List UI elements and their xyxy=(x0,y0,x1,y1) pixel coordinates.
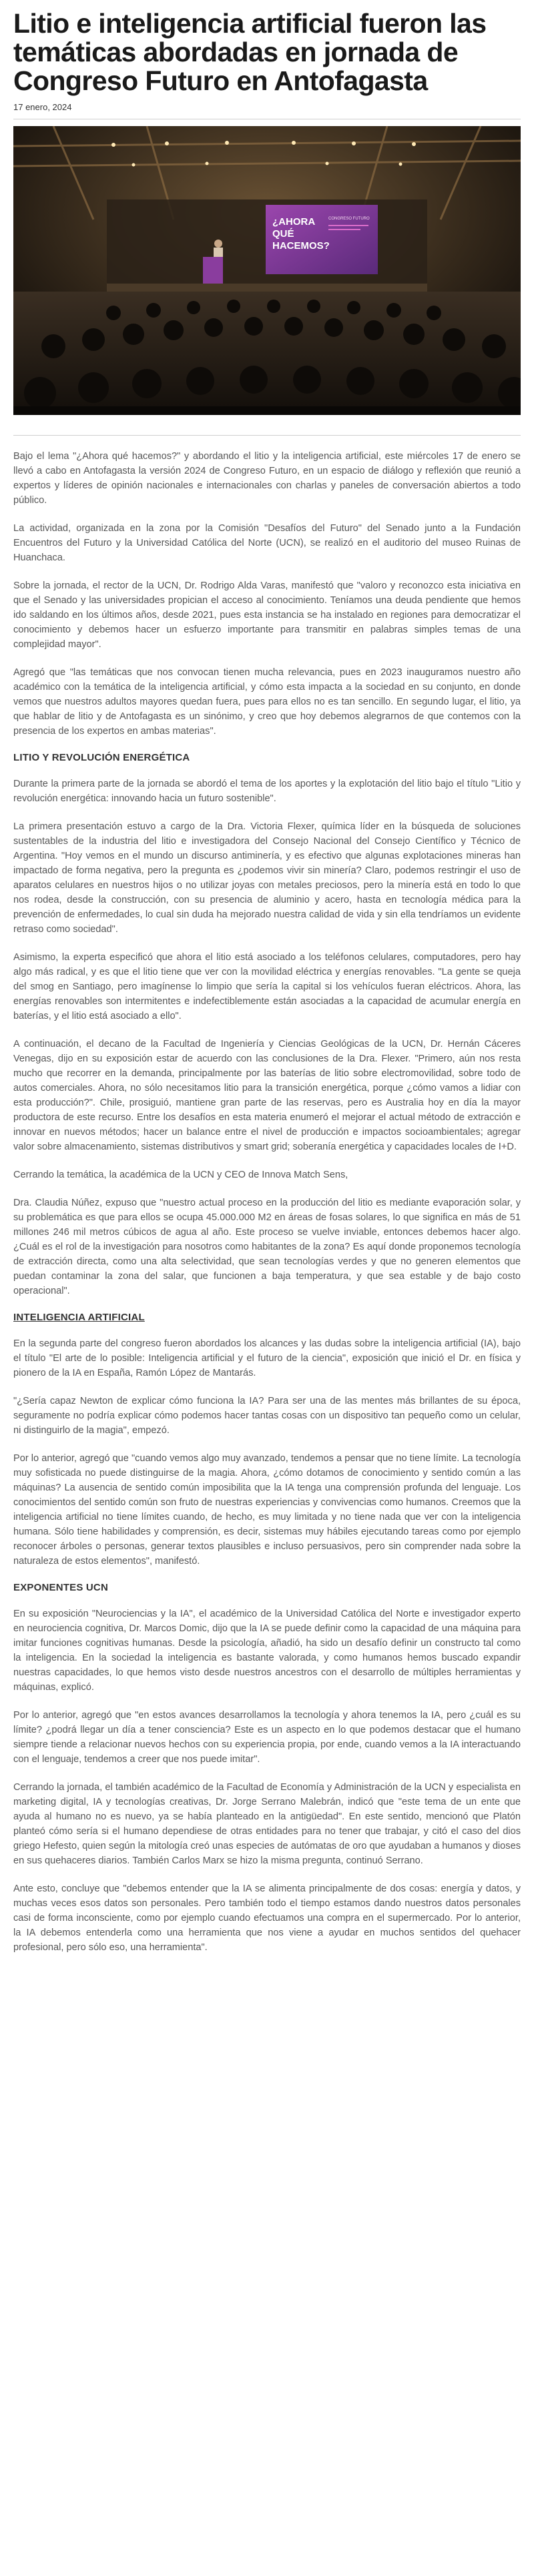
article-title: Litio e inteligencia artificial fueron las temáticas abordadas en jornada de Congreso Futuro en Antofagasta xyxy=(13,8,487,96)
paragraph: En su exposición "Neurociencias y la IA", el académico de la Universidad Católica del Norte e investigador experto en neurociencia cognitiva, Dr. Marcos Domic, dijo que la IA se puede definir como la capacidad de una máquina para imitar funciones cognitivas humanas. Desde la psicología, añadió, ha sido un desafío definir un constructo tal como la inteligencia. En la sociedad la inteligencia es bastante valorada, y como humanos hemos buscado expandir nuestras capacidades, lo que hemos visto desde nuestros ancestros con el desarrollo de múltiples herramientas y máquinas, explicó. xyxy=(13,1609,521,1693)
article-page xyxy=(13,0,521,1955)
auditorium-photo xyxy=(13,126,521,415)
paragraph: En la segunda parte del congreso fueron abordados los alcances y las dudas sobre la inteligencia artificial (IA), bajo el título "El arte de lo posible: Inteligencia artificial y el futuro de la ciencia", exposición que inició el Dr. en física y pionero de la IA en España, Ramón López de Mantarás. xyxy=(13,1338,521,1378)
article-body xyxy=(13,449,521,1955)
paragraph: Agregó que "las temáticas que nos convocan tienen mucha relevancia, pues en 2023 inauguramos nuestro año académico con la temática de la inteligencia artificial, y cómo esta impacta a la sociedad en su conjunto, en donde vemos que nuestros adultos mayores quedan fuera, pues para ellos no es tan sencillo. En segundo lugar, el litio, ya que hablar de litio y de Antofagasta es un sinónimo, y creo que hoy debemos alegrarnos de que contemos con la presencia de los expertos en ambas materias". xyxy=(13,667,521,737)
paragraph: A continuación, el decano de la Facultad de Ingeniería y Ciencias Geológicas de la UCN, Dr. Hernán Cáceres Venegas, dijo en su exposición estar de acuerdo con las conclusiones de la Dra. Flexer. "Primero, aún nos resta mucho que recorrer en la demanda, principalmente por las baterías de litio sobre electromovilidad, sobre todo de autos comerciales. Ahora, no sólo necesitamos litio para la transición energética, porque ¿cómo vamos a lidiar con esta producción?". Chile, prosiguió, mantiene gran parte de las reservas, pero es Australia hoy en día la mayor productora de este recurso. Entre los desafíos en esta materia enumeró el mejorar el actual método de extracción e innovar en nuevos métodos; hacer un balance entre el nivel de producción e impactos socioambientales; agregar valor sobre almacenamiento, sistemas distributivos y smart grid; soberanía energética y capacidades locales de I+D. xyxy=(13,1039,521,1152)
paragraph: Cerrando la temática, la académica de la UCN y CEO de Innova Match Sens, xyxy=(13,1170,348,1180)
paragraph: La actividad, organizada en la zona por la Comisión "Desafíos del Futuro" del Senado junto a la Fundación Encuentros del Futuro y la Universidad Católica del Norte (UCN), se realizó en el auditorio del museo Ruinas de Huanchaca. xyxy=(13,523,521,563)
paragraph: La primera presentación estuvo a cargo de la Dra. Victoria Flexer, química líder en la búsqueda de soluciones sustentables de la industria del litio e investigadora del Consejo Nacional del Consejo Científico y Técnico de Argentina. "Hoy vemos en el mundo un discurso antiminería, y es efectivo que algunas explotaciones mineras han impactado de forma negativa, pero la pregunta es ¿podemos vivir sin minería? Claro, podemos restringir el uso de aparatos celulares en nuestros hijos o no utilizar joyas con metales preciosos, pero la minería está en todo lo que nos rodea, desde la construcción, con su presencia de aluminio y acero, hasta en tecnología médica para la prevención de enfermedades, lo cual sin duda ha mejorado nuestra calidad de vida y sin ella tendríamos un evidente retraso como sociedad". xyxy=(13,821,521,935)
screen-title-line-2: QUÉ xyxy=(272,228,294,240)
paragraph: Durante la primera parte de la jornada se abordó el tema de los aportes y la explotación del litio bajo el título "Litio y revolución energética: innovando hacia un futuro sostenible". xyxy=(13,779,521,804)
paragraph: Cerrando la jornada, el también académico de la Facultad de Economía y Administración de la UCN y especialista en marketing digital, IA y tecnologías creativas, Dr. Jorge Serrano Malebrán, indicó que "este tema de un ente que ayuda al humano no es nuevo, ya se había planteado en la antigüedad". En este sentido, mencionó que Platón planteó cómo sería si el humano dependiese de otras entidades para no tener que trabajar, y citó el caso del dios griego Hefesto, quien según la mitología creó unas especies de autómatas de oro que ayudaban a humanos y dioses en sus quehaceres diarios. También Carlos Marx se hizo la misma pregunta, continuó Serrano. xyxy=(13,1782,521,1866)
paragraph: Sobre la jornada, el rector de la UCN, Dr. Rodrigo Alda Varas, manifestó que "valoro y reconozco esta iniciativa en que el Senado y las universidades propician el acceso al conocimiento. Teníamos una deuda pendiente que hemos ido saldando en los últimos años, desde 2021, pues esta instancia se ha instalado en regiones para democratizar el conocimiento y debemos hacer un esfuerzo importante para transmitir en palabras simples temas de una complejidad mayor". xyxy=(13,580,521,650)
paragraph: Por lo anterior, agregó que "en estos avances desarrollamos la tecnología y ahora tenemos la IA, pero ¿cuál es su límite? ¿podrá llegar un día a tener consciencia? Este es un aspecto en lo que podemos destacar que el humano siempre tiende a relacionar nuevos hechos con su experiencia propia, por ende, cuando vemos a la IA interactuando con el lenguaje, tendemos a creer que nos puede imitar". xyxy=(13,1710,521,1765)
paragraph: "¿Sería capaz Newton de explicar cómo funciona la IA? Para ser una de las mentes más brillantes de su época, seguramente no podría explicar cómo podemos hacer tantas cosas con un dispositivo tan pequeño como un celular, ni distinguirlo de la magia", empezó. xyxy=(13,1396,521,1436)
screen-title-line-3: HACEMOS? xyxy=(272,240,330,252)
section-heading-ia: INTELIGENCIA ARTIFICIAL xyxy=(13,1312,145,1323)
section-heading-litio: LITIO Y REVOLUCIÓN ENERGÉTICA xyxy=(13,752,190,763)
divider xyxy=(13,435,521,436)
article-photo xyxy=(13,126,521,415)
paragraph: Ante esto, concluye que "debemos entender que la IA se alimenta principalmente de dos cosas: energía y datos, y muchas veces esos datos son personales. Pero también todo el tiempo estamos dando nuestros datos personales casi de forma inconsciente, como por ejemplo cuando efectuamos una compra en el supermercado. Por lo anterior, la IA debemos entenderla como una herramienta que nos viene a ayudar en muchos sentidos del quehacer profesional, pero sólo eso, una herramienta". xyxy=(13,1883,521,1953)
presentation-screen xyxy=(266,205,378,274)
screen-brand: CONGRESO FUTURO xyxy=(328,217,370,221)
section-heading-expositores: EXPONENTES UCN xyxy=(13,1582,108,1593)
paragraph: Bajo el lema "¿Ahora qué hacemos?" y abordando el litio y la inteligencia artificial, este miércoles 17 de enero se llevó a cabo en Antofagasta la versión 2024 de Congreso Futuro, en un espacio de diálogo y reflexión que reunió a expertos y líderes de opinión nacionales e internacionales con charlas y paneles de conversación abiertos a todo público. xyxy=(13,451,521,506)
article-date: 17 enero, 2024 xyxy=(13,102,72,112)
screen-title-line-1: ¿AHORA xyxy=(272,216,316,228)
paragraph: Dra. Claudia Núñez, expuso que "nuestro actual proceso en la producción del litio es mediante evaporación solar, y su problemática es que para ellos se ocupa 45.000.000 M2 en áreas de fosas solares, lo que significa en más de 51 millones 246 mil metros cúbicos de agua al año. Este proceso se vuelve inviable, entonces debemos hacer algo. ¿Cuál es el rol de la investigación para nosotros como habitantes de la zona? Es aquí donde proponemos tecnología de extracción directa, como una alta selectividad, que sean tecnologías verdes y que no generen elementos que puedan contaminar la zona del salar, que funcionen a baja temperatura, y que sea estable y de bajo costo operacional". xyxy=(13,1198,521,1296)
paragraph: Asimismo, la experta especificó que ahora el litio está asociado a los teléfonos celulares, computadores, pero hay algo más radical, y es que el litio tiene que ver con la movilidad eléctrica y energías renovables. "La gente se queja del smog en Santiago, pero imagínense lo limpio que sería la capital si los vehículos fueran eléctricos. Ahora, las energías renovables son intermitentes e indefectiblemente están asociadas a la capacidad de acumular energía en baterías, y el litio está asociado a ello". xyxy=(13,952,521,1021)
paragraph: Por lo anterior, agregó que "cuando vemos algo muy avanzado, tendemos a pensar que no tiene límite. La tecnología muy sofisticada no puede distinguirse de la magia. Ahora, ¿cómo dotamos de conocimiento y sentido común a las máquinas? La ausencia de sentido común imposibilita que la IA tenga una comprensión profunda del lenguaje. Los conocimientos del sentido común son fruto de nuestras experiencias y convivencias como humanos. Creemos que la inteligencia artificial no tiene límites cuando, de hecho, es muy limitada y no tiene nada que ver con la inteligencia humana. Sólo tiene habilidades y comprensión, es decir, sistemas muy hábiles ejecutando tareas como por ejemplo reconocer árboles o personas, generar textos plausibles e incluso persuasivos, pero sin comprender nada sobre la naturaleza de estos elementos", manifestó. xyxy=(13,1453,521,1567)
